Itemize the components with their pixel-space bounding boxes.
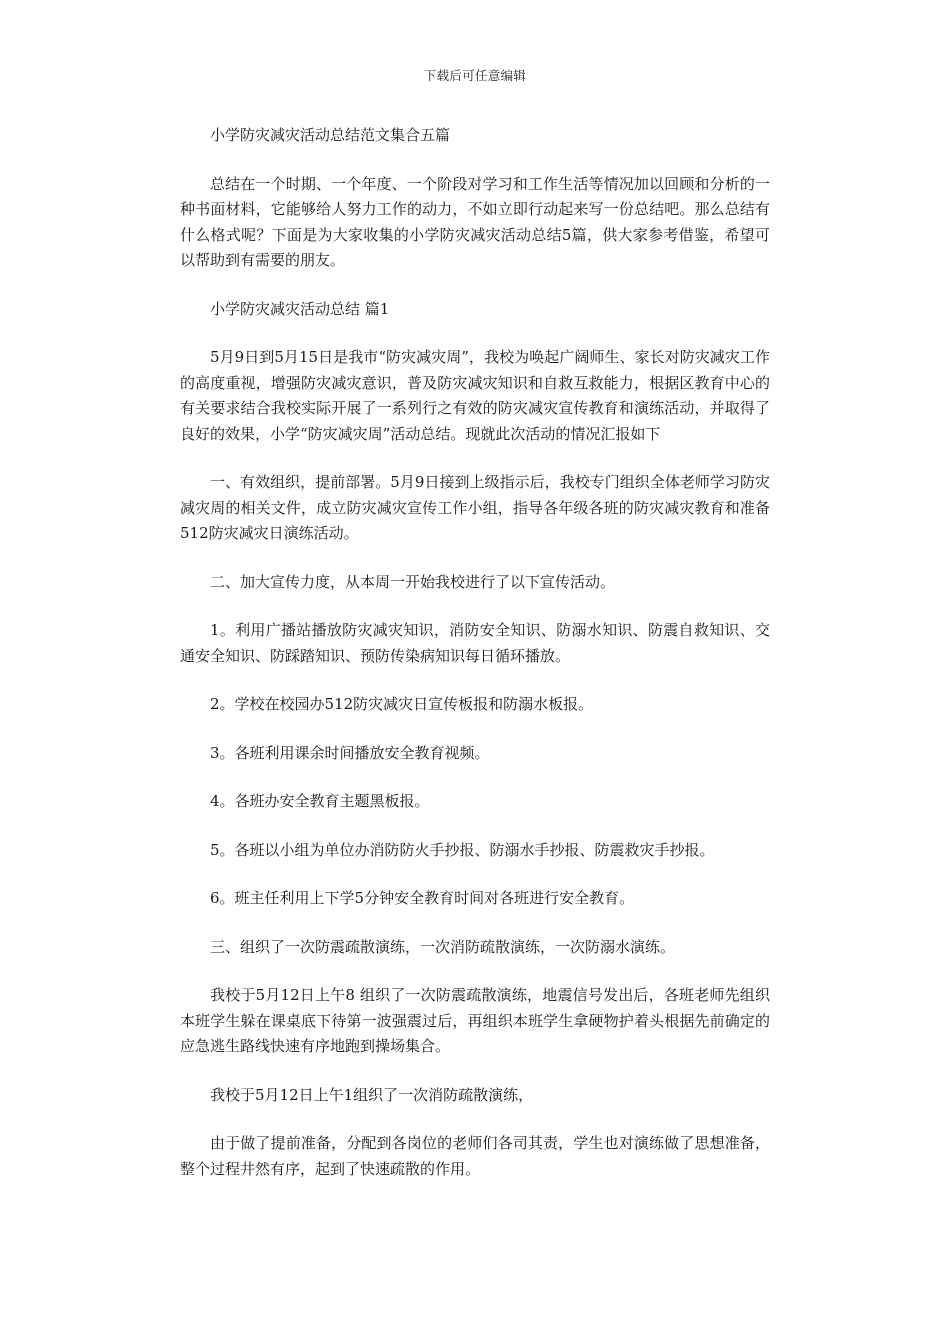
paragraph: 我校于5月12日上午8 组织了一次防震疏散演练，地震信号发出后，各班老师先组织本班学生躲在课桌底下待第一波强震过后，再组织本班学生拿硬物护着头根据先前确定的应急逃生路线快速有序地跑到操场集合。	[180, 986, 770, 1055]
list-item: 6。班主任利用上下学5分钟安全教育时间对各班进行安全教育。	[210, 889, 635, 907]
paragraph: 5月9日到5月15日是我市“防灾减灾周”，我校为唤起广阔师生、家长对防灾减灾工作的高度重视，增强防灾减灾意识，普及防灾减灾知识和自救互救能力，根据区教育中心的有关要求结合我校实际开展了一系列行之有效的防灾减灾宣传教育和演练活动，并取得了良好的效果，小学“防灾减灾周”活动总结。现就此次活动的情况汇报如下	[180, 348, 770, 443]
section-heading: 小学防灾减灾活动总结 篇1	[210, 299, 390, 318]
page-header-note: 下载后可任意编辑	[423, 68, 527, 83]
list-item: 1。利用广播站播放防灾减灾知识，消防安全知识、防溺水知识、防震自救知识、交通安全知识、防踩踏知识、预防传染病知识每日循环播放。	[180, 621, 770, 665]
list-item: 5。各班以小组为单位办消防防火手抄报、防溺水手抄报、防震救灾手抄报。	[210, 840, 715, 859]
paragraph: 由于做了提前准备，分配到各岗位的老师们各司其责，学生也对演练做了思想准备，整个过程井然有序，起到了快速疏散的作用。	[180, 1134, 770, 1178]
paragraph: 一、有效组织，提前部署。5月9日接到上级指示后，我校专门组织全体老师学习防灾减灾周的相关文件，成立防灾减灾宣传工作小组，指导各年级各班的防灾减灾教育和准备512防灾减灾日演练活动。	[180, 473, 770, 542]
document-body	[180, 123, 770, 1182]
list-item: 2。学校在校园办512防灾减灾日宣传板报和防溺水板报。	[210, 695, 594, 713]
list-item: 4。各班办安全教育主题黑板报。	[210, 792, 430, 810]
paragraph: 三、组织了一次防震疏散演练，一次消防疏散演练，一次防溺水演练。	[210, 937, 676, 956]
document-title: 小学防灾减灾活动总结范文集合五篇	[210, 126, 451, 144]
paragraph-intro: 总结在一个时期、一个年度、一个阶段对学习和工作生活等情况加以回顾和分析的一种书面材料，它能够给人努力工作的动力，不如立即行动起来写一份总结吧。那么总结有什么格式呢？下面是为大家收集的小学防灾减灾活动总结5篇，供大家参考借鉴，希望可以帮助到有需要的朋友。	[180, 174, 770, 269]
paragraph: 二、加大宣传力度，从本周一开始我校进行了以下宣传活动。	[210, 572, 616, 591]
paragraph: 我校于5月12日上午1组织了一次消防疏散演练，	[210, 1085, 534, 1104]
list-item: 3。各班利用课余时间播放安全教育视频。	[210, 743, 490, 762]
